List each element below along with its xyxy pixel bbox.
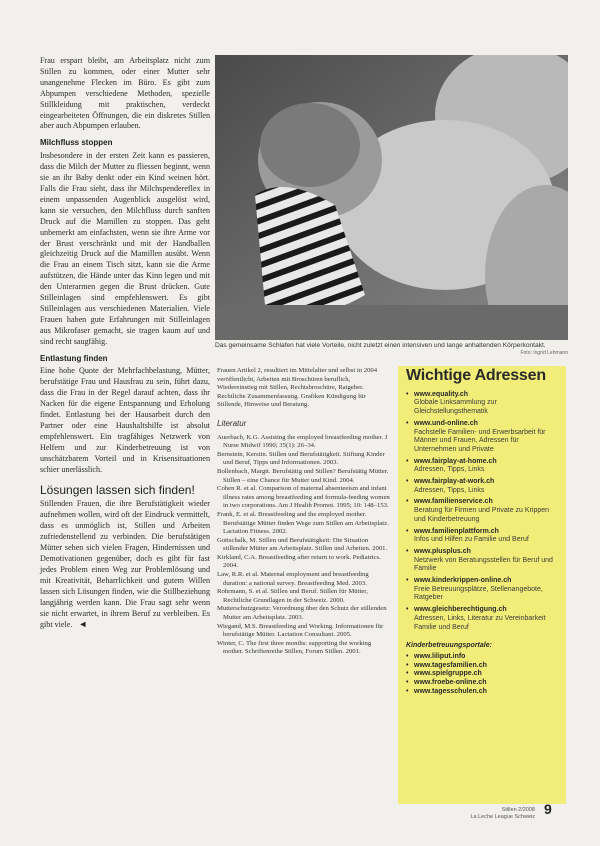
page-number: 9 <box>544 801 552 817</box>
footer-publisher: La Leche League Schweiz <box>470 813 535 820</box>
address-description: Adressen, Tipps, Links <box>414 466 485 474</box>
bullet-icon: • <box>406 547 409 555</box>
literature-item: Kirkland, C.A. Breastfeeding after return to work. Pediatrics. 2004. <box>217 553 381 570</box>
childcare-portals-list <box>406 653 558 697</box>
literature-list <box>217 434 390 657</box>
intro-paragraph: Frau erspart bleibt, am Arbeitsplatz nicht zum Stillen zu kommen, oder einer Mutter sehr unangenehme Flecken im Büro. Es gibt zum Abpumpen verschiedene Methoden, spezielle Stillkleidung mit praktischen, verdeckt eingearbeiteten Öffnungen, die ein diskretes Stillen aber auch Abpumpen erlauben. <box>40 56 210 131</box>
address-item <box>406 391 558 417</box>
childcare-portal-item <box>406 653 558 662</box>
childcare-portal-item <box>406 688 558 697</box>
bullet-icon: • <box>406 679 409 687</box>
literature-item: Bernstein, Kerstin. Stillen und Berufstätigkeit. Stiftung Kinder und Beruf, Tipps und Informationen. 2003. <box>217 450 385 467</box>
page-footer <box>455 807 535 820</box>
address-link[interactable]: www.equality.ch <box>414 390 469 398</box>
childcare-portal-link[interactable]: www.tagesschulen.ch <box>414 687 487 695</box>
literature-item: Cohen R. et al. Comparison of maternal absenteeism and infant illness rates among breastfeeding and formula-feeding women in two corporations. Am J Health Promot. 1995; 10: 148–153. <box>217 485 390 510</box>
middle-intro: Frauen Artikel 2, resultiert im Mittelalter und selbst in 2004 veröffentlicht, Arbeiten mit Broschüren beruflich, Wiedereinstieg mit Stillen, Rechtsbroschüre, Ratgeber. Rechtliche Zusammenfassung. Grafiken Kündigung für Stillende, Hinweise und Beratung. <box>217 367 378 409</box>
literature-item: Auerbach, K.G. Assisting the employed breastfeeding mother. J Nurse Midwif 1990; 35(1): 26–34. <box>217 433 388 450</box>
bullet-icon: • <box>406 457 409 465</box>
address-item <box>406 528 558 545</box>
footer-issue: Stillen 2/2008 <box>501 807 535 813</box>
childcare-portal-item <box>406 670 558 679</box>
literature-item: Law, R.R. et al. Maternal employment and breastfeeding duration: a national survey. Breastfeeding Med. 2003. <box>217 571 369 587</box>
address-link[interactable]: www.plusplus.ch <box>414 547 471 555</box>
bullet-icon: • <box>406 390 409 398</box>
childcare-portal-link[interactable]: www.tagesfamilien.ch <box>414 661 487 669</box>
bullet-icon: • <box>406 419 409 427</box>
address-item <box>406 458 558 475</box>
bullet-icon: • <box>406 527 409 535</box>
address-item <box>406 498 558 524</box>
address-link[interactable]: www.kinderkrippen-online.ch <box>414 577 512 585</box>
address-item <box>406 606 558 632</box>
address-item <box>406 420 558 455</box>
article-photo <box>215 55 568 340</box>
addresses-box <box>398 366 566 804</box>
address-description: Globale Linksammlung zur Gleichstellungsthematik <box>414 399 497 416</box>
childcare-portal-link[interactable]: www.froebe-online.ch <box>414 679 487 687</box>
childcare-portal-item <box>406 662 558 671</box>
childcare-portal-link[interactable]: www.liliput.info <box>414 652 466 660</box>
middle-text-column <box>217 367 390 657</box>
section-heading-entlastung: Entlastung finden <box>40 353 108 363</box>
address-description: Freie Betreuungsplätze, Stellenangebote, Ratgeber <box>414 585 543 602</box>
childcare-portal-item <box>406 679 558 688</box>
address-description: Fachstelle Familien- und Erwerbsarbeit für Männer und Frauen, Adressen für Unternehmen und Private <box>414 428 546 453</box>
section-heading-loesungen: Lösungen lassen sich finden! <box>40 482 195 497</box>
end-of-article-icon: ◄ <box>78 619 88 630</box>
address-description: Adressen, Tipps, Links <box>414 486 485 494</box>
loesungen-text: Stillenden Frauen, die ihre Berufstätigkeit wieder aufnehmen wollen, wird oft der Eindruck vermittelt, dass es unmöglich ist, Stillen und Arbeiten zufriedenstellend zu verbinden. Die berufstätigen Mütter sehen sich vielen Fragen, Hindernissen und Demotivationen gegenüber, doch es gibt für fast jedes Problem einen Weg zur Problemlösung und mit Kreativität, Beharrlichkeit und gutem Willen lassen sich Lösungen finden, wie die Stillbeziehung langjährig werden kann. Die Frau sagt sehr wenn sie nicht erwartet, in ihrem Beruf zu verbleiben. Es gibt viele. <box>40 499 210 630</box>
address-list <box>406 391 558 633</box>
address-description: Beratung für Firmen und Private zu Krippen und Kinderbetreuung <box>414 507 550 523</box>
bullet-icon: • <box>406 670 409 678</box>
literature-item: Rohrmann, S. et al. Stillen und Beruf. Stillen für Mütter, Rechtliche Grundlagen in der Schweiz. 2000. <box>217 588 368 604</box>
childcare-portal-link[interactable]: www.spielgruppe.ch <box>414 670 482 678</box>
address-link[interactable]: www.familienplattform.ch <box>414 527 499 535</box>
literature-item: Gottschalk, M. Stillen und Berufstätigkeit: Die Situation stillender Mütter am Arbeitsplatz. Stillen und Arbeiten. 2001. <box>217 536 388 553</box>
addresses-title: Wichtige Adressen <box>406 367 546 384</box>
address-link[interactable]: www.fairplay-at-work.ch <box>414 478 495 486</box>
left-text-column <box>40 56 210 633</box>
address-link[interactable]: www.fairplay-at-home.ch <box>414 457 497 465</box>
literature-item: Winter, C. The first three months: supporting the working mother. Schriftenreihe Stillen, Forum Stillen. 2001. <box>217 639 372 656</box>
address-description: Infos und Hilfen zu Familie und Beruf <box>414 536 529 544</box>
loesungen-paragraph <box>40 499 210 631</box>
entlastung-paragraph: Eine hohe Quote der Mehrfachbelastung, Mütter, berufstätige Frau und Hausfrau zu sein, führt dazu, dass die Frau in der Regel darauf achten, dass ihr Nacken für die eigene Entspannung und Erholung findet. Entlastung bei der Hausarbeit durch den Partner oder eine Haushaltshilfe ist absolut empfehlenswert. Ein tragfähiges Netzwerk von Helfern und zur Kinderbetreuung ist von unschätzbarem Vorteil und in Krisensituationen schier unerlässlich. <box>40 366 210 474</box>
sleeping-baby-photo <box>215 55 568 340</box>
literature-item: Mutterschutzgesetz: Verordnung über den Schutz der stillenden Mutter am Arbeitsplatz. 2003. <box>217 605 387 622</box>
literature-item: Wiegand, M.S. Breastfeeding and Working. Informationen für berufstätige Mütter. Lactation Consultant. 2005. <box>217 622 384 639</box>
address-description: Adressen, Links, Literatur zu Vereinbarkeit Familie und Beruf <box>414 614 546 631</box>
literature-item: Bollenbach, Margit. Berufstätig und Stillen? Berufstätig Mütter. Stillen – eine Chance für Mutter und Kind. 2004. <box>217 467 389 484</box>
childcare-portals-heading: Kinderbetreuungsportale: <box>406 642 492 650</box>
address-item <box>406 478 558 495</box>
photo-caption: Das gemeinsame Schlafen hat viele Vorteile, nicht zuletzt einen intensiven und lange anhaltenden Körperkontakt. <box>215 342 546 349</box>
bullet-icon: • <box>406 652 409 660</box>
bullet-icon: • <box>406 661 409 669</box>
literature-heading: Literatur <box>217 418 247 428</box>
address-link[interactable]: www.und-online.ch <box>414 419 478 427</box>
photo-credit: Foto: Ingrid Lehmann <box>520 350 568 356</box>
milchfluss-paragraph: Insbesondere in der ersten Zeit kann es passieren, dass die Milch der Mutter zu fliessen beginnt, wenn sie an ihr Baby denkt oder ein Kind weinen hört. Falls die Frau sieht, dass ihr Milchspendereflex in einem unpassenden Augenblick ausgelöst wird, kann sie versuchen, den Milchfluss durch sanften Druck auf die Mamillen zu stoppen. Das geht unbemerkt am einfachsten, wenn sie ihre Arme vor der Brust verschränkt und mit der Handballen gleichzeitig Druck auf die Mamillen ausübt. Wenn die Frau an einem Tisch sitzt, kann sie die Arme aufstützen, die Hände unter das Kinn legen und mit den Unterarmen gegen die Brust drücken. Gute Stilleinlagen sind empfehlenswert. Es gibt Stilleinlagen aus verschiedenen Materialien. Viele Frauen haben gute Erfahrungen mit Stilleinlagen aus Mikrofaser gemacht, sie tragen kaum auf und sind recht saugfähig. <box>40 151 210 346</box>
address-description: Netzwerk von Beratungsstellen für Beruf und Familie <box>414 556 553 573</box>
bullet-icon: • <box>406 498 409 506</box>
address-item <box>406 577 558 603</box>
bullet-icon: • <box>406 687 409 695</box>
bullet-icon: • <box>406 478 409 486</box>
address-link[interactable]: www.familienservice.ch <box>414 498 493 506</box>
bullet-icon: • <box>406 577 409 585</box>
literature-item: Frank, E. et al. Breastfeeding and the employed mother. Berufstätige Mütter finden Wege zum Stillen am Arbeitsplatz. Lactation Fitness. 2002. <box>217 510 389 536</box>
address-link[interactable]: www.gleichberechtigung.ch <box>414 606 507 614</box>
section-heading-milchfluss: Milchfluss stoppen <box>40 138 113 148</box>
address-item <box>406 548 558 574</box>
bullet-icon: • <box>406 606 409 614</box>
